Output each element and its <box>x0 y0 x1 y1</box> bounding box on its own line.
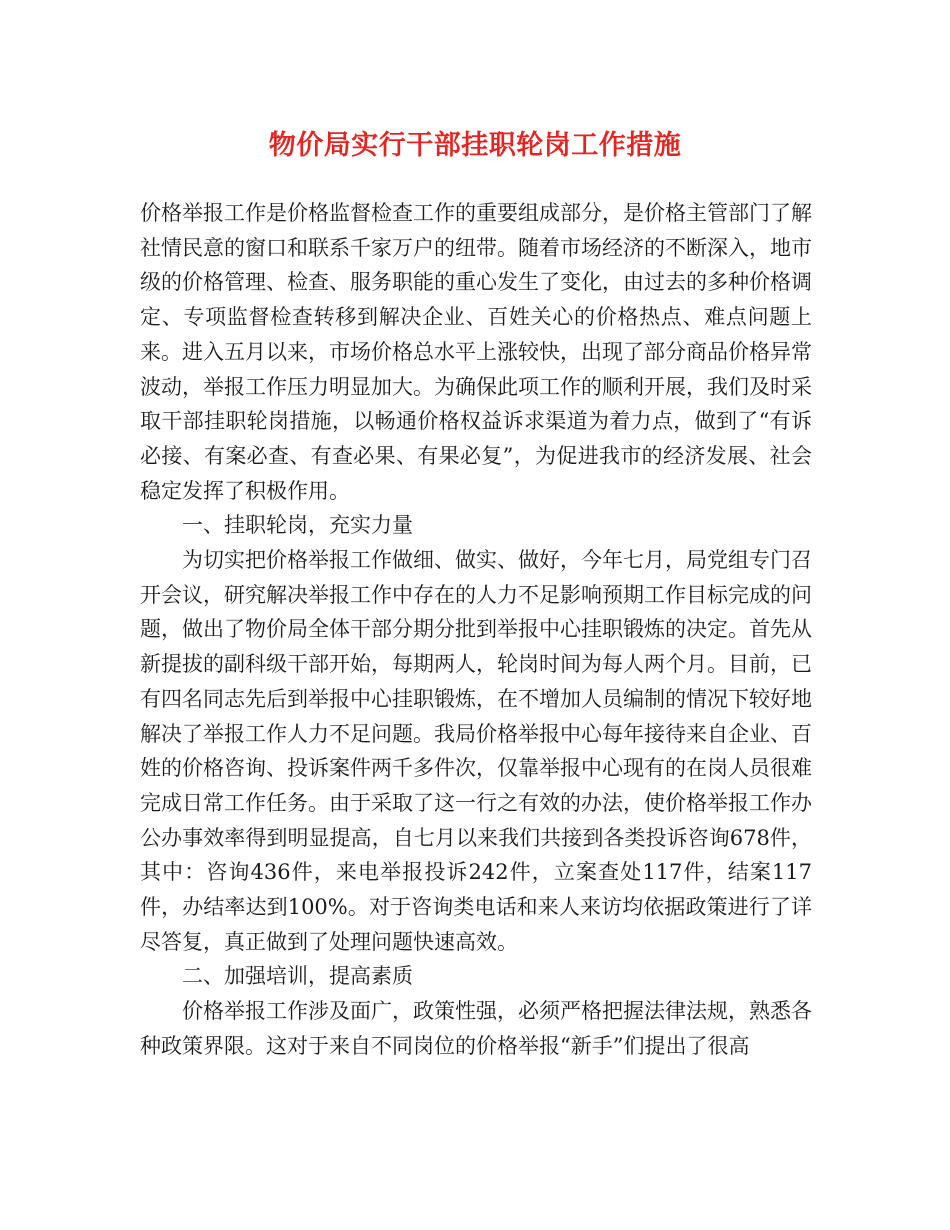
document-title: 物价局实行干部挂职轮岗工作措施 <box>268 130 682 161</box>
paragraph-section-2: 价格举报工作涉及面广，政策性强，必须严格把握法律法规，熟悉各种政策界限。这对于来自不同岗位的价格举报“新手”们提出了很高 <box>140 999 812 1058</box>
paragraph-intro: 价格举报工作是价格监督检查工作的重要组成部分，是价格主管部门了解社情民意的窗口和联系千家万户的纽带。随着市场经济的不断深入，地市级的价格管理、检查、服务职能的重心发生了变化，由过去的多种价格调定、专项监督检查转移到解决企业、百姓关心的价格热点、难点问题上来。进入五月以来，市场价格总水平上涨较快，出现了部分商品价格异常波动，举报工作压力明显加大。为确保此项工作的顺利开展，我们及时采取干部挂职轮岗措施，以畅通价格权益诉求渠道为着力点，做到了“有诉必接、有案必查、有查必果、有果必复”，为促进我市的经济发展、社会稳定发挥了积极作用。 <box>140 201 812 503</box>
section-heading-2: 二、加强培训，提高素质 <box>182 964 413 989</box>
paragraph-section-1: 为切实把价格举报工作做细、做实、做好，今年七月，局党组专门召开会议，研究解决举报工作中存在的人力不足影响预期工作目标完成的问题，做出了物价局全体干部分期分批到举报中心挂职锻炼的决定。首先从新提拔的副科级干部开始，每期两人，轮岗时间为每人两个月。目前，已有四名同志先后到举报中心挂职锻炼，在不增加人员编制的情况下较好地解决了举报工作人力不足问题。我局价格举报中心每年接待来自企业、百姓的价格咨询、投诉案件两千多件次，仅靠举报中心现有的在岗人员很难完成日常工作任务。由于采取了这一行之有效的办法，使价格举报工作办公办事效率得到明显提高，自七月以来我们共接到各类投诉咨询678件，其中：咨询436件，来电举报投诉242件，立案查处117件，结案117件，办结率达到100%。对于咨询类电话和来人来访均依据政策进行了详尽答复，真正做到了处理问题快速高效。 <box>140 548 812 954</box>
document-body <box>140 196 812 1064</box>
section-heading-1: 一、挂职轮岗，充实力量 <box>182 513 413 538</box>
